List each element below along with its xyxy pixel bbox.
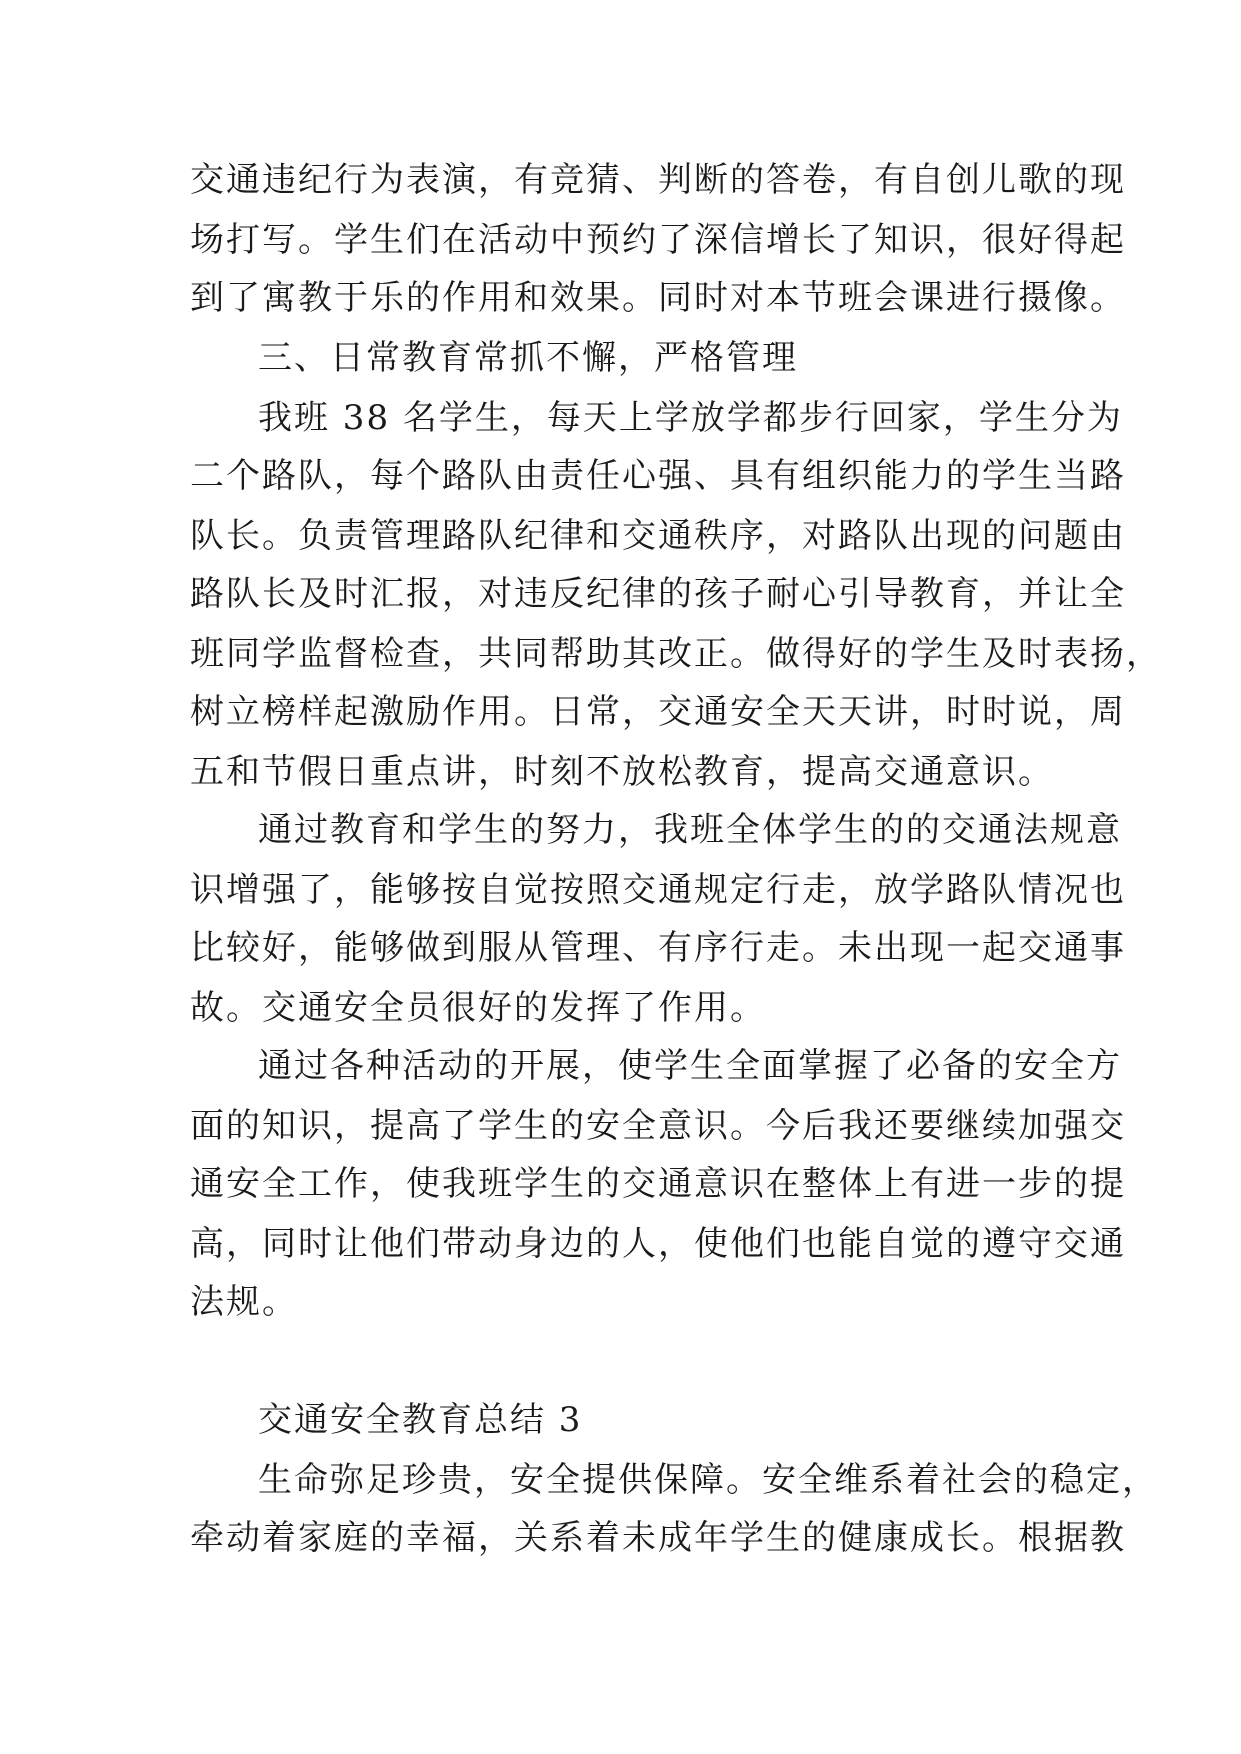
text-line: 我班 38 名学生，每天上学放学都步行回家，学生分为 — [258, 398, 1123, 438]
text-line: 班同学监督检查，共同帮助其改正。做得好的学生及时表扬， — [190, 634, 1162, 674]
text-line: 比较好，能够做到服从管理、有序行走。未出现一起交通事 — [190, 928, 1126, 968]
text-line: 五和节假日重点讲，时刻不放松教育，提高交通意识。 — [190, 752, 1054, 792]
text-line: 法规。 — [190, 1282, 298, 1322]
text-line: 面的知识，提高了学生的安全意识。今后我还要继续加强交 — [190, 1106, 1126, 1146]
text-line: 树立榜样起激励作用。日常，交通安全天天讲，时时说，周 — [190, 692, 1126, 732]
text-line: 到了寓教于乐的作用和效果。同时对本节班会课进行摄像。 — [190, 278, 1126, 318]
text-line: 队长。负责管理路队纪律和交通秩序，对路队出现的问题由 — [190, 516, 1126, 556]
text-line: 高，同时让他们带动身边的人，使他们也能自觉的遵守交通 — [190, 1224, 1126, 1264]
text-line: 二个路队，每个路队由责任心强、具有组织能力的学生当路 — [190, 456, 1126, 496]
text-line: 牵动着家庭的幸福，关系着未成年学生的健康成长。根据教 — [190, 1518, 1126, 1558]
text-line: 识增强了，能够按自觉按照交通规定行走，放学路队情况也 — [190, 870, 1126, 910]
text-line: 故。交通安全员很好的发挥了作用。 — [190, 988, 766, 1028]
document-subtitle: 交通安全教育总结 3 — [258, 1400, 583, 1440]
text-line: 通过各种活动的开展，使学生全面掌握了必备的安全方 — [258, 1046, 1122, 1086]
text-line: 交通违纪行为表演，有竞猜、判断的答卷，有自创儿歌的现 — [190, 160, 1126, 200]
text-line: 场打写。学生们在活动中预约了深信增长了知识，很好得起 — [190, 220, 1126, 260]
text-line: 通过教育和学生的努力，我班全体学生的的交通法规意 — [258, 810, 1122, 850]
section-heading: 三、日常教育常抓不懈，严格管理 — [258, 338, 798, 378]
text-line: 通安全工作，使我班学生的交通意识在整体上有进一步的提 — [190, 1164, 1126, 1204]
text-line: 生命弥足珍贵，安全提供保障。安全维系着社会的稳定， — [258, 1460, 1158, 1500]
text-line: 路队长及时汇报，对违反纪律的孩子耐心引导教育，并让全 — [190, 574, 1126, 614]
